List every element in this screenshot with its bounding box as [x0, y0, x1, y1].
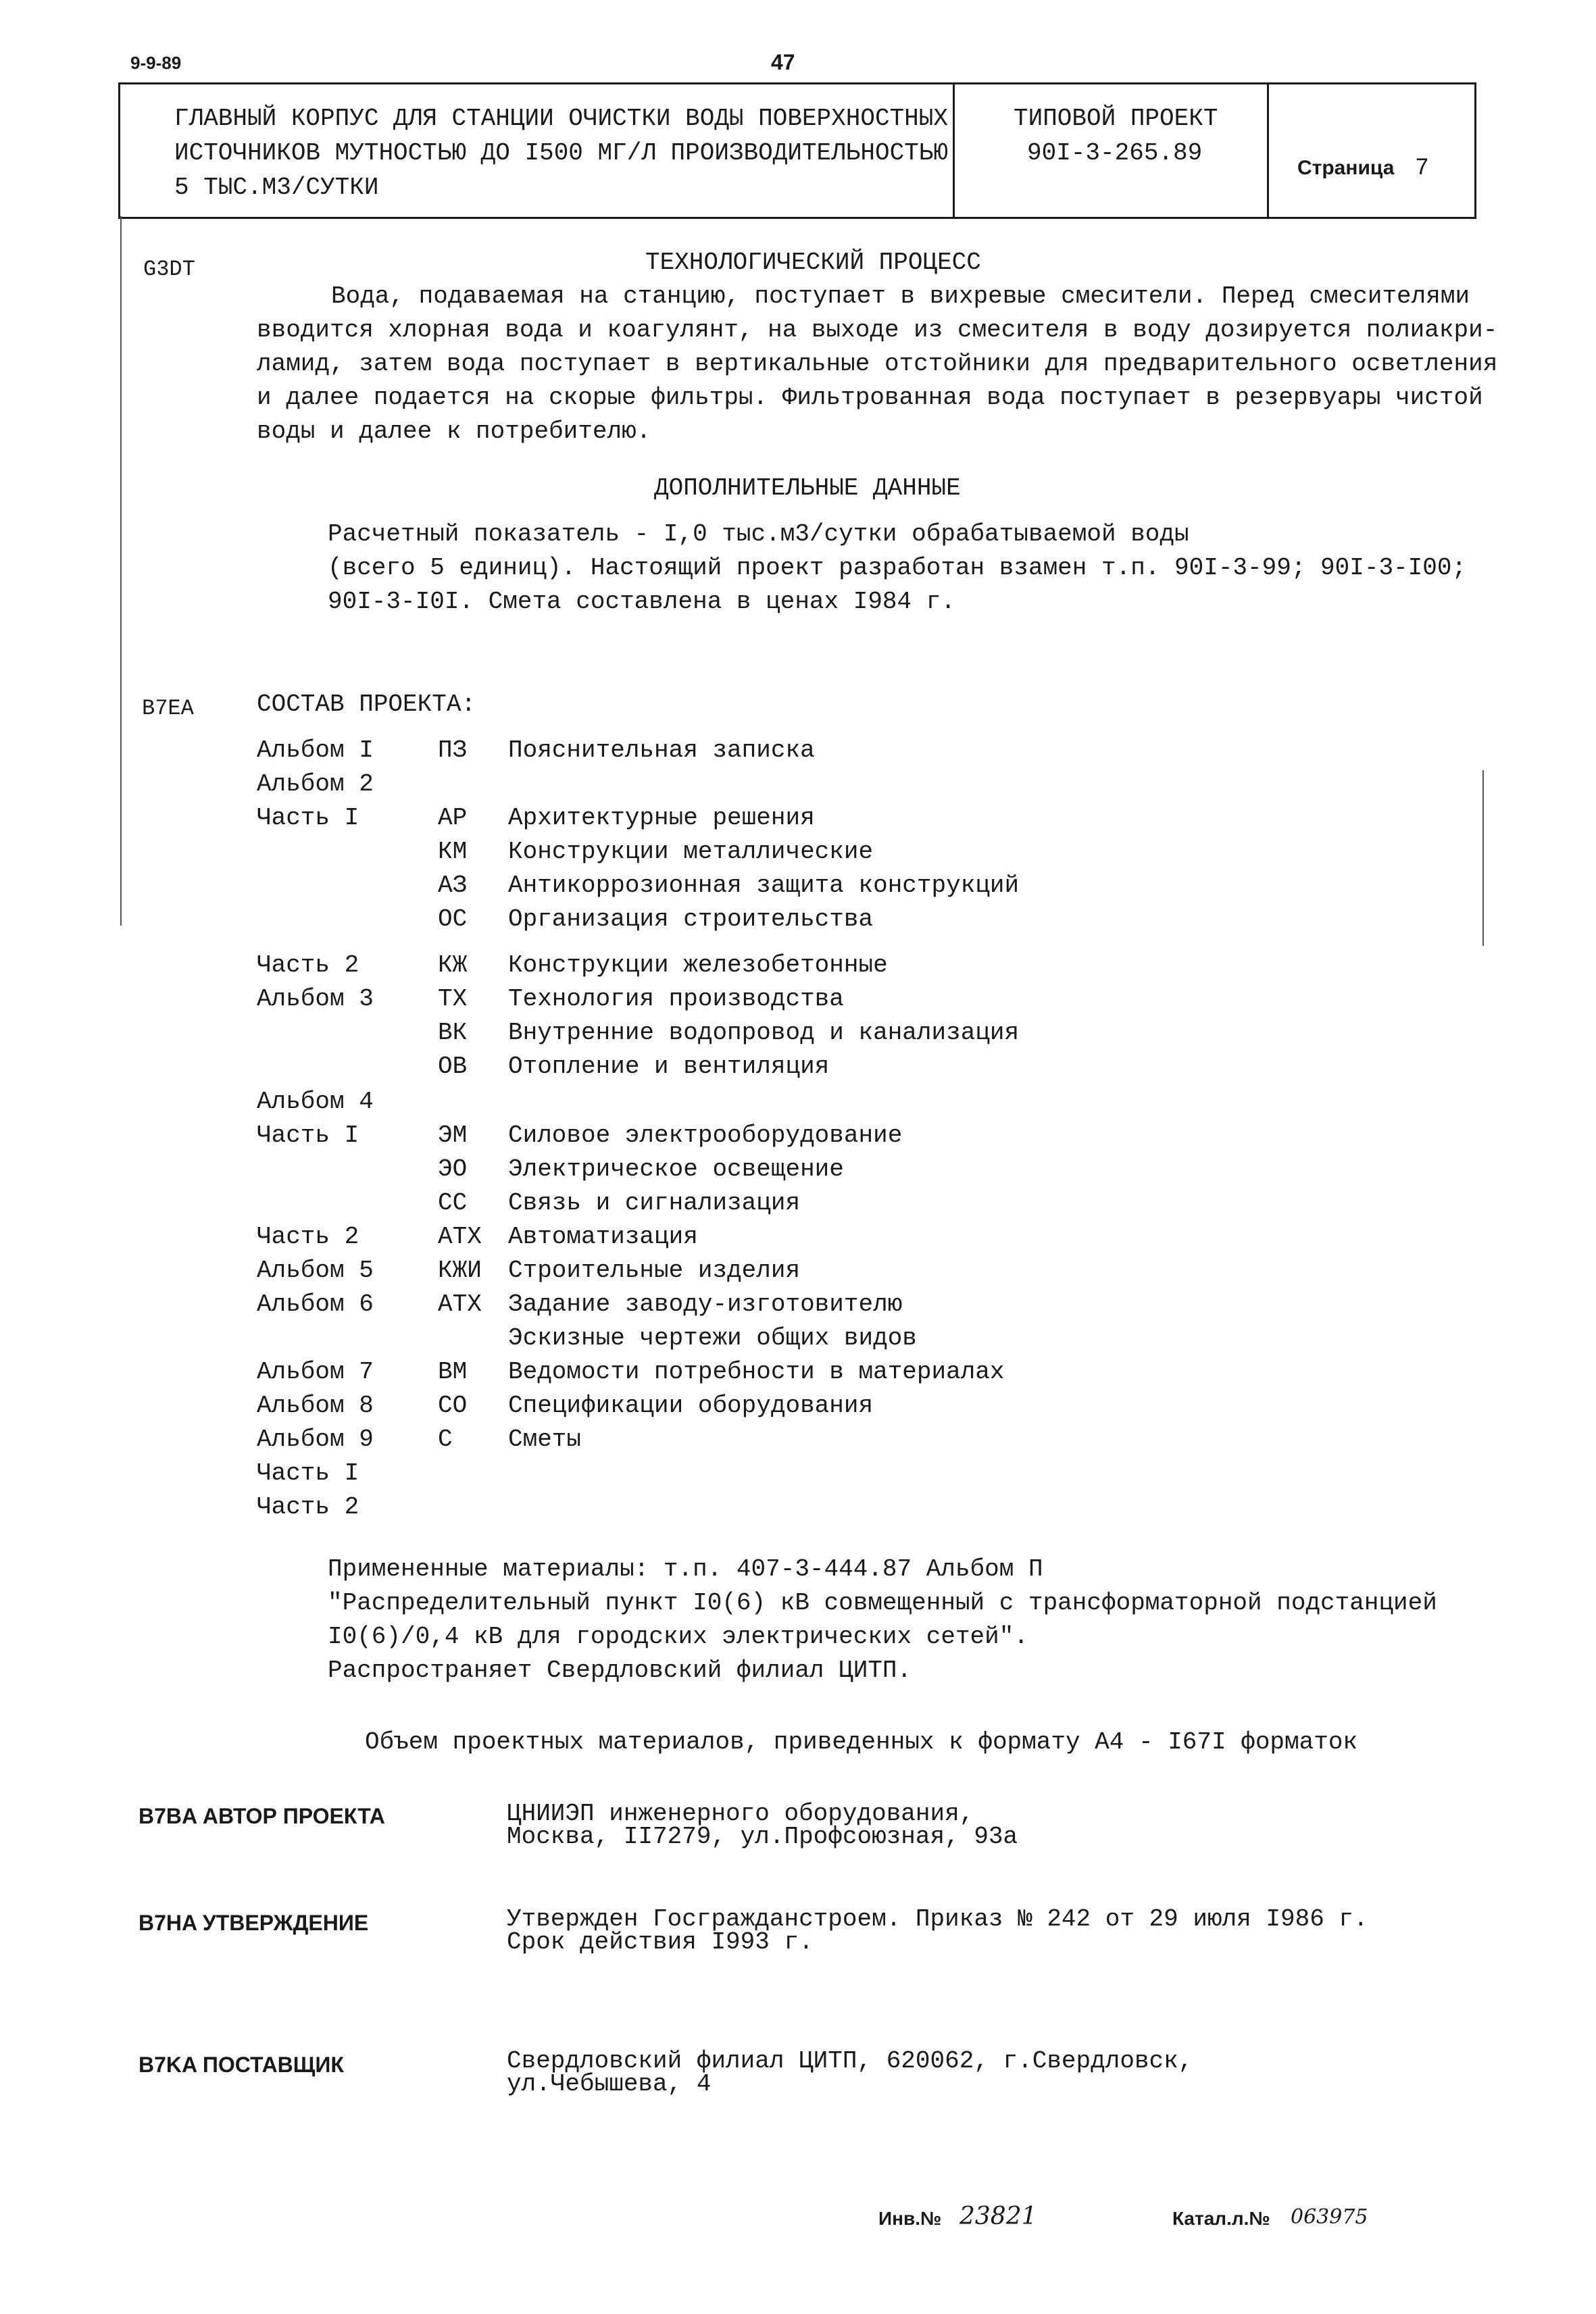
description-cell: Конструкции металлические [508, 838, 874, 865]
volume-cell: Часть I [257, 1122, 359, 1149]
section-code: G3DT [143, 257, 195, 282]
description-cell: Силовое электрооборудование [508, 1122, 903, 1149]
volume-line: Объем проектных материалов, приведенных к формату А4 - I67I форматок [365, 1728, 1358, 1756]
abbr-cell: АЗ [438, 872, 468, 899]
abbr-cell: ЭО [438, 1155, 468, 1183]
volume-cell: Альбом I [257, 736, 374, 764]
inventory-label: Инв.№ [878, 2208, 942, 2229]
description-cell: Внутренние водопровод и канализация [508, 1019, 1020, 1047]
extra-line-1: Расчетный показатель - I,0 тыс.м3/сутки обрабатываемой воды [328, 520, 1189, 548]
abbr-cell: ВК [438, 1019, 468, 1047]
extra-line-3: 90I-3-I0I. Смета составлена в ценах I984 г. [328, 588, 955, 615]
description-cell: Строительные изделия [508, 1257, 801, 1284]
catalog-label: Катал.л.№ [1172, 2208, 1270, 2229]
applied-line-3: I0(6)/0,4 кВ для городских электрических сетей". [328, 1623, 1028, 1651]
applied-line-2: "Распределительный пункт I0(6) кВ совмещенный с трансформаторной подстанцией [328, 1589, 1437, 1617]
abbr-cell: ЭМ [438, 1122, 468, 1149]
description-cell: Технология производства [508, 985, 844, 1013]
applied-line-1: Примененные материалы: т.п. 407-3-444.87 Альбом П [328, 1555, 1043, 1583]
tech-line-5: воды и далее к потребителю. [257, 418, 651, 445]
project-number: 90I-3-265.89 [1027, 139, 1203, 167]
header-title-line-3: 5 ТЫС.М3/СУТКИ [174, 174, 379, 201]
description-cell: Ведомости потребности в материалах [508, 1358, 1005, 1386]
tech-line-3: ламид, затем вода поступает в вертикальные отстойники для предварительного осветления [257, 350, 1498, 378]
abbr-cell: ОВ [438, 1053, 468, 1080]
volume-cell: Альбом 8 [257, 1392, 374, 1419]
description-cell: Отопление и вентиляция [508, 1053, 830, 1080]
document-date: 9-9-89 [130, 53, 182, 73]
author-line-1: ЦНИИЭП инженерного оборудования, [507, 1800, 974, 1828]
abbr-cell: С [438, 1426, 453, 1453]
author-line-2: Москва, II7279, ул.Профсоюзная, 93а [507, 1823, 1018, 1851]
description-cell: Связь и сигнализация [508, 1189, 801, 1217]
abbr-cell: АТХ [438, 1290, 482, 1318]
abbr-cell: КЖ [438, 951, 468, 979]
volume-cell: Альбом 3 [257, 985, 374, 1013]
description-cell: Автоматизация [508, 1223, 698, 1251]
composition-heading: СОСТАВ ПРОЕКТА: [257, 690, 476, 718]
description-cell: Сметы [508, 1426, 582, 1453]
volume-cell: Часть I [257, 804, 359, 832]
margin-line-right [1482, 770, 1484, 946]
margin-line [120, 216, 122, 926]
volume-cell: Часть 2 [257, 1493, 359, 1521]
tech-line-1: Вода, подаваемая на станцию, поступает в вихревые смесители. Перед смесителями [331, 282, 1470, 310]
description-cell: Задание заводу-изготовителю [508, 1290, 903, 1318]
description-cell: Эскизные чертежи общих видов [508, 1324, 917, 1352]
extra-line-2: (всего 5 единиц). Настоящий проект разработан взамен т.п. 90I-3-99; 90I-3-I00; [328, 554, 1467, 582]
author-label: B7BA АВТОР ПРОЕКТА [139, 1804, 385, 1828]
supplier-line-1: Свердловский филиал ЦИТП, 620062, г.Свердловск, [507, 2047, 1193, 2075]
volume-cell: Альбом 4 [257, 1088, 374, 1115]
page-label: Страница [1297, 157, 1395, 179]
volume-cell: Альбом 5 [257, 1257, 374, 1284]
description-cell: Организация строительства [508, 905, 874, 933]
abbr-cell: СС [438, 1189, 468, 1217]
catalog-number: 063975 [1291, 2205, 1368, 2229]
composition-code: B7EA [142, 696, 194, 721]
description-cell: Пояснительная записка [508, 736, 815, 764]
tech-line-4: и далее подается на скорые фильтры. Фильтрованная вода поступает в резервуары чистой [257, 384, 1483, 411]
applied-line-4: Распространяет Свердловский филиал ЦИТП. [328, 1657, 912, 1684]
approval-line-1: Утвержден Госгражданстроем. Приказ № 242 от 29 июля I986 г. [507, 1905, 1368, 1933]
sheet-number: 47 [771, 50, 795, 74]
page-value: 7 [1416, 154, 1428, 180]
volume-cell: Альбом 9 [257, 1426, 374, 1453]
tech-heading: ТЕХНОЛОГИЧЕСКИЙ ПРОЦЕСС [645, 249, 981, 276]
extra-heading: ДОПОЛНИТЕЛЬНЫЕ ДАННЫЕ [654, 474, 961, 502]
volume-cell: Альбом 7 [257, 1358, 374, 1386]
abbr-cell: АТХ [438, 1223, 482, 1251]
volume-cell: Альбом 6 [257, 1290, 374, 1318]
volume-cell: Часть 2 [257, 1223, 359, 1251]
approval-line-2: Срок действия I993 г. [507, 1928, 814, 1956]
header-title-line-1: ГЛАВНЫЙ КОРПУС ДЛЯ СТАНЦИИ ОЧИСТКИ ВОДЫ ПОВЕРХНОСТНЫХ [174, 105, 948, 132]
volume-cell: Часть I [257, 1459, 359, 1487]
description-cell: Электрическое освещение [508, 1155, 844, 1183]
abbr-cell: ПЗ [438, 736, 468, 764]
approval-label: B7HA УТВЕРЖДЕНИЕ [139, 1911, 369, 1935]
tech-line-2: вводится хлорная вода и коагулянт, на выходе из смесителя в воду дозируется полиакри- [257, 316, 1498, 344]
description-cell: Антикоррозионная защита конструкций [508, 872, 1020, 899]
description-cell: Спецификации оборудования [508, 1392, 874, 1419]
abbr-cell: ОС [438, 905, 468, 933]
inventory-number: 23821 [959, 2203, 1037, 2230]
project-label: ТИПОВОЙ ПРОЕКТ [1014, 105, 1218, 132]
abbr-cell: ВМ [438, 1358, 468, 1386]
abbr-cell: КМ [438, 838, 468, 865]
volume-cell: Альбом 2 [257, 770, 374, 798]
abbr-cell: КЖИ [438, 1257, 482, 1284]
supplier-line-2: ул.Чебышева, 4 [507, 2070, 712, 2098]
supplier-label: B7KA ПОСТАВЩИК [139, 2053, 344, 2077]
header-title-line-2: ИСТОЧНИКОВ МУТНОСТЬЮ ДО I500 МГ/Л ПРОИЗВОДИТЕЛЬНОСТЬЮ [174, 139, 948, 167]
abbr-cell: СО [438, 1392, 468, 1419]
abbr-cell: АР [438, 804, 468, 832]
volume-cell: Часть 2 [257, 951, 359, 979]
abbr-cell: ТХ [438, 985, 468, 1013]
description-cell: Конструкции железобетонные [508, 951, 888, 979]
description-cell: Архитектурные решения [508, 804, 815, 832]
